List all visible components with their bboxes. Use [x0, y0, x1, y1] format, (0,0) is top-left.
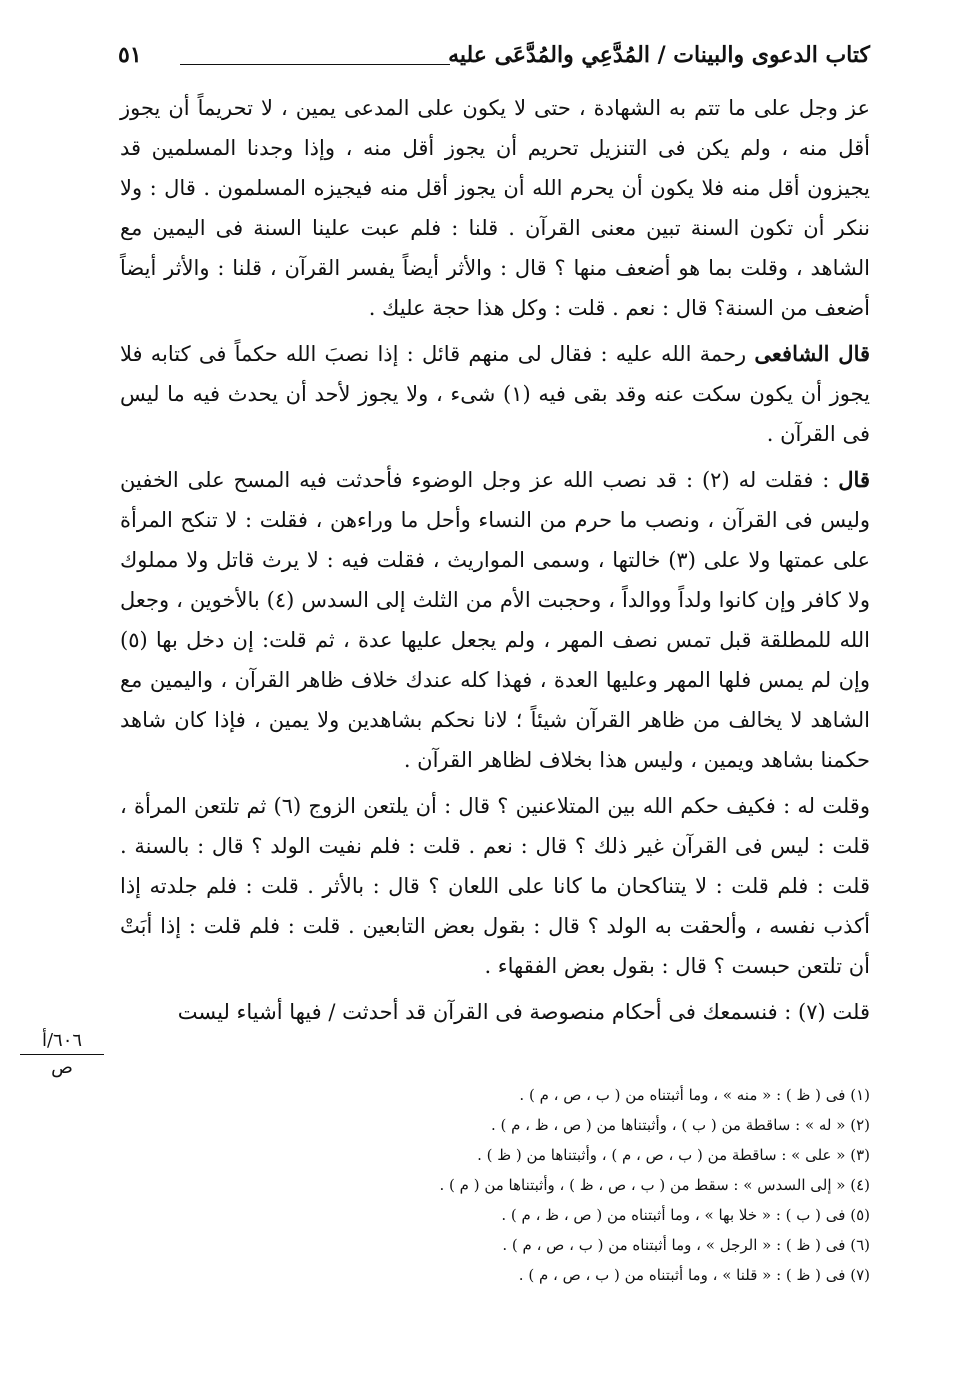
paragraph-text: عز وجل على ما تتم به الشهادة ، حتى لا يكون على المدعى يمين ، لا تحريماً أن يجوز أقل منه ، ولم يكن فى التنزيل تحريم أن يجوز أقل منه ، وإذا وجدنا المسلمين قد يجيزون أقل منه فلا يكون أن يحرم الله أن يجوز أقل منه فيجيزه المسلمون . قال : ولا ننكر أن تكون السنة تبين معنى القرآن . قلنا : فلم عبت علينا السنة فى اليمين مع الشاهد ، وقلت بما هو أضعف منها ؟ قال : والأثر أيضاً يفسر القرآن ، قلنا : والأثر أيضاً أضعف من السنة؟ قال : نعم . قلت : وكل هذا حجة عليك .: [120, 96, 870, 320]
manuscript-margin-note: [20, 1030, 104, 1078]
footnote: (٥) فى ( ب ) : « خلا بها » ، وما أثبتناه من ( ص ، ظ ، م ) .: [501, 1206, 870, 1224]
running-header: [118, 40, 870, 80]
margin-siglum: ص: [51, 1057, 73, 1078]
speaker-label: قال: [838, 467, 870, 492]
footnote: (١) فى ( ظ ) : « منه » ، وما أثبتناه من ( ب ، ص ، م ) .: [519, 1086, 870, 1104]
footnote: (٢) « له » : ساقطة من ( ب ) ، وأثبتناها من ( ص ، ظ ، م ) .: [490, 1116, 870, 1134]
paragraph-text: : فقلت له (٢) : قد نصب الله عز وجل الوضوء فأحدثت فيه المسح على الخفين وليس فى القرآن ، ونصب ما حرم من النساء وأحل ما وراءهن ، فقلت : لا تنكح المرأة على عمتها ولا على (٣) خالتها ، وسمى المواريث ، فقلت فيه : لا يرث قاتل ولا مملوك ولا كافر وإن كانوا ولداً ووالداً ، وحجبت الأم من الثلث إلى السدس (٤) بالأخوين ، وجعل الله للمطلقة قبل تمس نصف المهر ، ولم يجعل عليها عدة ، ثم قلت: إن دخل بها (٥) وإن لم يمس فلها المهر وعليها العدة ، فهذا كله عندك خلاف ظاهر القرآن ، واليمين مع الشاهد لا يخالف من ظاهر القرآن شيئاً ؛ لانا نحكم بشاهدين ولا يمين ، فإذا كان شاهد حكمنا بشاهد ويمين ، وليس هذا بخلاف لظاهر القرآن .: [120, 468, 870, 772]
paragraph-text: وقلت له : فكيف حكم الله بين المتلاعنين ؟ قال : أن يلتعن الزوج (٦) ثم تلتعن المرأة ، قلت : ليس فى القرآن غير ذلك ؟ قال : نعم . قلت : فلم نفيت الولد ؟ قال : بالسنة . قلت : فلم قلت : لا يتناكحان ما كانا على اللعان ؟ قال : بالأثر . قلت : فلم جلدته إذا أكذب نفسه ، وألحقت به الولد ؟ قال : بقول بعض التابعين . قلت : فلم قلت : إذا أبَتْ أن تلتعن حبست ؟ قال : بقول بعض الفقهاء .: [120, 794, 870, 978]
paragraph-text: قلت (٧) : فنسمعك فى أحكام منصوصة فى القرآن قد أحدثت / فيها أشياء ليست: [177, 1000, 870, 1024]
footnote: (٤) « إلى السدس » : سقط من ( ب ، ص ، ظ ) ، وأثبتناها من ( م ) .: [439, 1176, 870, 1194]
paragraph-5: [120, 992, 870, 1032]
paragraph-4: [120, 786, 870, 986]
footnote: (٧) فى ( ظ ) : « قلنا » ، وما أثبتناه من ( ب ، ص ، م ) .: [518, 1266, 870, 1284]
footnote: (٣) « على » : ساقطة من ( ب ، ص ، م ) ، وأثبتناها من ( ظ ) .: [477, 1146, 870, 1164]
paragraph-1: [120, 88, 870, 328]
header-title: كتاب الدعوى والبينات / المُدَّعِي والمُدَّعَى عليه: [448, 42, 870, 68]
footnotes: [300, 1080, 870, 1290]
margin-folio: ٦٠٦/أ: [20, 1030, 104, 1055]
paragraph-3: [120, 460, 870, 780]
main-text: [120, 88, 870, 1032]
header-rule: [180, 64, 450, 65]
paragraph-2: [120, 334, 870, 454]
page-number: ٥١: [118, 42, 142, 68]
footnote: (٦) فى ( ظ ) : « الرجل » ، وما أثبتناه من ( ب ، ص ، م ) .: [502, 1236, 870, 1254]
speaker-label: قال الشافعى: [754, 341, 871, 366]
paragraph-text: رحمة الله عليه : فقال لى منهم قائل : إذا نصبَ الله حكماً فى كتابه فلا يجوز أن يكون سكت عنه وقد بقى فيه (١) شىء ، ولا يجوز لأحد أن يحدث فيه ما ليس فى القرآن .: [120, 342, 870, 446]
